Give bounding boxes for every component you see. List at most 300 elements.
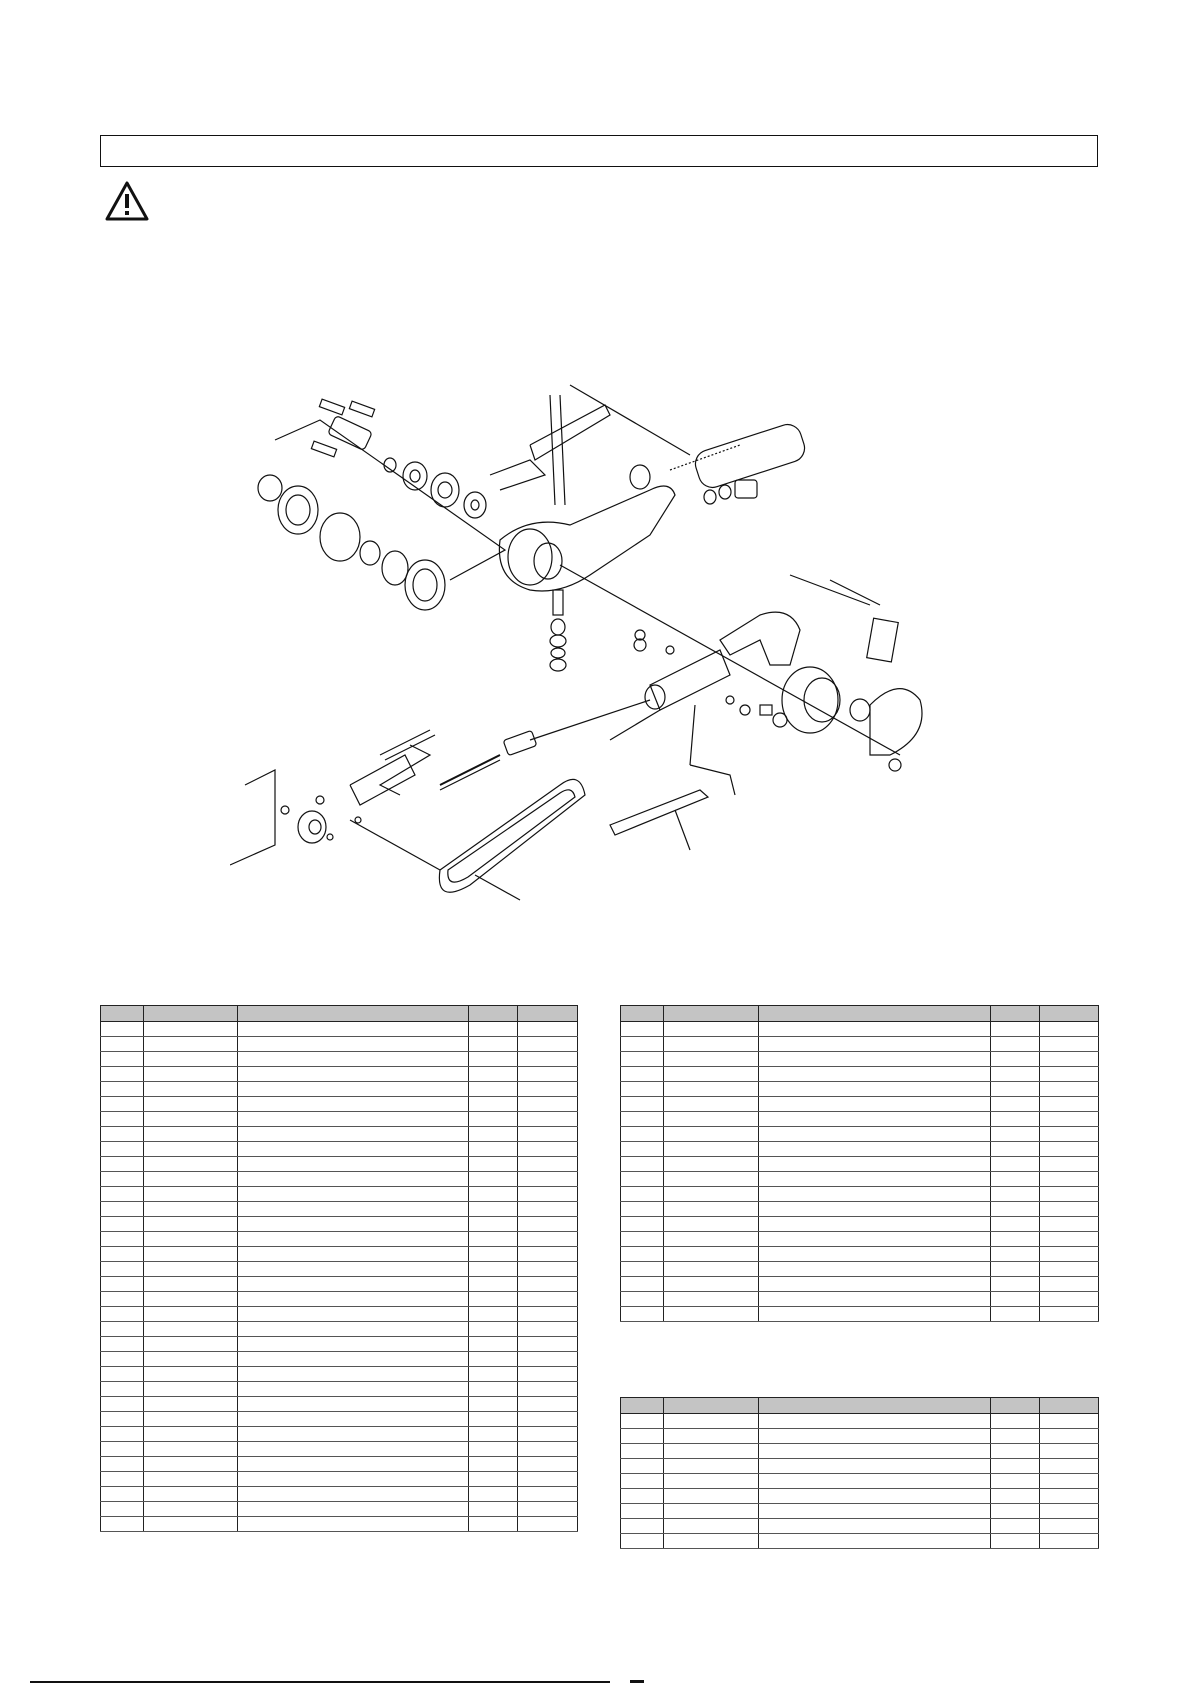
table-cell (144, 1292, 238, 1307)
table-cell (759, 1082, 991, 1097)
table-cell (991, 1172, 1040, 1187)
table-cell (759, 1307, 991, 1322)
col-header-description (759, 1006, 991, 1022)
table-cell (991, 1459, 1040, 1474)
table-cell (238, 1052, 469, 1067)
table-cell (518, 1247, 578, 1262)
bearing-3 (360, 541, 380, 565)
parts-table-right-top (620, 1005, 1099, 1322)
table-cell (101, 1232, 144, 1247)
table-cell (238, 1277, 469, 1292)
table-cell (469, 1427, 518, 1442)
table-cell (469, 1262, 518, 1277)
table-row (101, 1487, 578, 1502)
table-cell (101, 1412, 144, 1427)
table-cell (1040, 1202, 1099, 1217)
table-cell (664, 1172, 759, 1187)
table-cell (621, 1262, 664, 1277)
table-row (101, 1187, 578, 1202)
table-cell (621, 1202, 664, 1217)
table-row (621, 1534, 1099, 1549)
table-cell (144, 1112, 238, 1127)
table-cell (238, 1202, 469, 1217)
table-cell (1040, 1474, 1099, 1489)
table-cell (1040, 1489, 1099, 1504)
table-cell (238, 1247, 469, 1262)
table-row (101, 1127, 578, 1142)
table-row (101, 1502, 578, 1517)
table-cell (759, 1067, 991, 1082)
table-cell (518, 1082, 578, 1097)
table-cell (991, 1202, 1040, 1217)
table-cell (238, 1427, 469, 1442)
table-row (621, 1142, 1099, 1157)
table-cell (101, 1112, 144, 1127)
col-header-qty (469, 1006, 518, 1022)
table-cell (144, 1337, 238, 1352)
table-cell (238, 1127, 469, 1142)
table-cell (469, 1067, 518, 1082)
table-cell (101, 1082, 144, 1097)
table-cell (991, 1187, 1040, 1202)
table-cell (518, 1127, 578, 1142)
table-cell (759, 1157, 991, 1172)
table-cell (1040, 1217, 1099, 1232)
table-row (101, 1112, 578, 1127)
col-header-remarks (1040, 1398, 1099, 1414)
table-cell (664, 1142, 759, 1157)
table-cell (1040, 1534, 1099, 1549)
table-cell (144, 1502, 238, 1517)
table-cell (664, 1097, 759, 1112)
table-cell (238, 1232, 469, 1247)
table-cell (664, 1489, 759, 1504)
table-cell (518, 1412, 578, 1427)
table-cell (518, 1142, 578, 1157)
table-cell (101, 1307, 144, 1322)
table-cell (144, 1367, 238, 1382)
table-cell (469, 1382, 518, 1397)
col-header-description (238, 1006, 469, 1022)
table-cell (144, 1442, 238, 1457)
col-header-part-code (144, 1006, 238, 1022)
table-cell (101, 1142, 144, 1157)
table-cell (469, 1172, 518, 1187)
table-cell (144, 1082, 238, 1097)
table-cell (664, 1414, 759, 1429)
footer-mark (630, 1680, 644, 1683)
table-row (101, 1412, 578, 1427)
table-cell (759, 1444, 991, 1459)
table-cell (144, 1472, 238, 1487)
table-cell (759, 1127, 991, 1142)
table-row (101, 1037, 578, 1052)
table-cell (759, 1474, 991, 1489)
table-cell (101, 1247, 144, 1262)
table-cell (664, 1082, 759, 1097)
table-cell (518, 1322, 578, 1337)
col-header-qty (991, 1398, 1040, 1414)
table-cell (238, 1352, 469, 1367)
table-cell (144, 1187, 238, 1202)
table-cell (621, 1052, 664, 1067)
table-row (101, 1337, 578, 1352)
table-cell (621, 1172, 664, 1187)
table-cell (101, 1502, 144, 1517)
table-cell (469, 1052, 518, 1067)
parts-table-right-bottom (620, 1397, 1099, 1549)
end-plate (278, 486, 318, 534)
table-cell (469, 1502, 518, 1517)
table-cell (238, 1262, 469, 1277)
table-cell (621, 1067, 664, 1082)
table-row (621, 1022, 1099, 1037)
table-cell (469, 1082, 518, 1097)
table-cell (759, 1037, 991, 1052)
table-row (101, 1397, 578, 1412)
table-cell (144, 1247, 238, 1262)
throttle-lever (530, 405, 610, 460)
table-cell (664, 1474, 759, 1489)
table-row (101, 1052, 578, 1067)
table-row (621, 1262, 1099, 1277)
col-header-remarks (1040, 1006, 1099, 1022)
table-cell (101, 1517, 144, 1532)
table-cell (238, 1337, 469, 1352)
table-cell (101, 1472, 144, 1487)
table-cell (664, 1127, 759, 1142)
table-row (101, 1307, 578, 1322)
table-cell (518, 1352, 578, 1367)
table-cell (101, 1022, 144, 1037)
table-row (621, 1187, 1099, 1202)
table-cell (759, 1489, 991, 1504)
table-cell (144, 1262, 238, 1277)
table-row (621, 1414, 1099, 1429)
table-cell (469, 1142, 518, 1157)
table-cell (991, 1067, 1040, 1082)
table-cell (759, 1187, 991, 1202)
table-cell (664, 1112, 759, 1127)
table-cell (991, 1307, 1040, 1322)
table-cell (664, 1519, 759, 1534)
table-cell (759, 1504, 991, 1519)
table-cell (621, 1504, 664, 1519)
table-row (621, 1052, 1099, 1067)
table-cell (1040, 1187, 1099, 1202)
table-cell (518, 1487, 578, 1502)
table-cell (144, 1157, 238, 1172)
table-cell (469, 1352, 518, 1367)
table-cell (1040, 1232, 1099, 1247)
motor-group-bracket (275, 420, 505, 580)
table-cell (621, 1037, 664, 1052)
table-cell (759, 1142, 991, 1157)
table-row (621, 1277, 1099, 1292)
table-cell (1040, 1429, 1099, 1444)
sanding-belt (439, 779, 585, 892)
table-cell (144, 1277, 238, 1292)
footer-rule (30, 1681, 610, 1683)
table-cell (664, 1262, 759, 1277)
belt-guard (720, 612, 800, 665)
label-plate (867, 618, 899, 662)
table-cell (101, 1367, 144, 1382)
table-cell (991, 1429, 1040, 1444)
table-cell (759, 1232, 991, 1247)
table-cell (518, 1097, 578, 1112)
table-cell (469, 1097, 518, 1112)
contact-arm (350, 755, 415, 805)
table-row (101, 1262, 578, 1277)
table-cell (518, 1052, 578, 1067)
table-cell (238, 1397, 469, 1412)
col-header-no (101, 1006, 144, 1022)
table-cell (621, 1187, 664, 1202)
table-cell (991, 1519, 1040, 1534)
table-cell (1040, 1444, 1099, 1459)
table-cell (664, 1459, 759, 1474)
table-cell (101, 1217, 144, 1232)
table-cell (469, 1517, 518, 1532)
table-row (101, 1292, 578, 1307)
table-row (621, 1082, 1099, 1097)
table-cell (469, 1217, 518, 1232)
table-cell (1040, 1307, 1099, 1322)
table-cell (664, 1277, 759, 1292)
table-cell (1040, 1414, 1099, 1429)
table-cell (518, 1292, 578, 1307)
table-cell (238, 1457, 469, 1472)
table-cell (664, 1052, 759, 1067)
table-cell (759, 1277, 991, 1292)
table-cell (1040, 1127, 1099, 1142)
table-row (621, 1232, 1099, 1247)
table-cell (469, 1202, 518, 1217)
table-cell (991, 1414, 1040, 1429)
table-row (621, 1459, 1099, 1474)
plate (382, 551, 408, 585)
table-cell (469, 1022, 518, 1037)
table-cell (101, 1127, 144, 1142)
table-cell (238, 1037, 469, 1052)
table-cell (759, 1429, 991, 1444)
table-cell (101, 1292, 144, 1307)
table-cell (144, 1457, 238, 1472)
table-row (101, 1352, 578, 1367)
warning-triangle-icon (104, 180, 150, 222)
table-cell (991, 1277, 1040, 1292)
table-cell (1040, 1459, 1099, 1474)
cylinder-1 (431, 473, 459, 507)
table-cell (664, 1037, 759, 1052)
table-cell (469, 1292, 518, 1307)
table-cell (469, 1397, 518, 1412)
table-cell (518, 1277, 578, 1292)
table-cell (621, 1112, 664, 1127)
fitting (630, 465, 650, 489)
table-cell (238, 1067, 469, 1082)
table-cell (144, 1052, 238, 1067)
table-cell (1040, 1052, 1099, 1067)
table-cell (664, 1504, 759, 1519)
table-cell (621, 1082, 664, 1097)
table-cell (621, 1459, 664, 1474)
table-row (101, 1172, 578, 1187)
table-row (621, 1112, 1099, 1127)
table-cell (664, 1187, 759, 1202)
table-cell (991, 1127, 1040, 1142)
table-cell (518, 1022, 578, 1037)
table-cell (518, 1112, 578, 1127)
table-cell (238, 1367, 469, 1382)
table-cell (469, 1442, 518, 1457)
table-cell (144, 1397, 238, 1412)
table-row (621, 1067, 1099, 1082)
table-cell (1040, 1172, 1099, 1187)
table-row (101, 1142, 578, 1157)
table-cell (1040, 1519, 1099, 1534)
col-header-part-code (664, 1398, 759, 1414)
table-cell (469, 1247, 518, 1262)
table-cell (238, 1472, 469, 1487)
table-cell (518, 1502, 578, 1517)
drive-wheel (782, 667, 838, 733)
table-cell (759, 1112, 991, 1127)
table-cell (518, 1217, 578, 1232)
table-cell (759, 1172, 991, 1187)
table-row (101, 1082, 578, 1097)
table-cell (238, 1172, 469, 1187)
col-header-no (621, 1398, 664, 1414)
table-cell (518, 1397, 578, 1412)
table-cell (759, 1202, 991, 1217)
table-row (101, 1232, 578, 1247)
table-cell (238, 1412, 469, 1427)
table-row (621, 1474, 1099, 1489)
table-cell (621, 1489, 664, 1504)
table-cell (664, 1534, 759, 1549)
table-row (101, 1442, 578, 1457)
table-cell (101, 1157, 144, 1172)
table-cell (518, 1367, 578, 1382)
table-cell (469, 1232, 518, 1247)
table-cell (621, 1217, 664, 1232)
table-row (101, 1097, 578, 1112)
table-cell (621, 1022, 664, 1037)
table-cell (518, 1337, 578, 1352)
table-cell (518, 1427, 578, 1442)
table-cell (144, 1487, 238, 1502)
table-cell (1040, 1262, 1099, 1277)
table-cell (518, 1037, 578, 1052)
flat-plate (610, 790, 708, 835)
table-cell (991, 1097, 1040, 1112)
table-cell (101, 1337, 144, 1352)
table-cell (621, 1414, 664, 1429)
table-cell (238, 1502, 469, 1517)
col-header-qty (991, 1006, 1040, 1022)
table-cell (238, 1322, 469, 1337)
table-cell (759, 1052, 991, 1067)
table-cell (144, 1307, 238, 1322)
table-cell (1040, 1082, 1099, 1097)
table-cell (238, 1112, 469, 1127)
table-cell (991, 1292, 1040, 1307)
table-cell (664, 1157, 759, 1172)
table-cell (759, 1459, 991, 1474)
table-cell (238, 1217, 469, 1232)
table-cell (469, 1472, 518, 1487)
table-cell (621, 1142, 664, 1157)
exploded-view-diagram (230, 365, 950, 955)
table-cell (991, 1037, 1040, 1052)
bearing-2 (464, 492, 486, 518)
table-cell (101, 1427, 144, 1442)
table-cell (518, 1187, 578, 1202)
table-cell (238, 1487, 469, 1502)
table-cell (759, 1097, 991, 1112)
table-cell (101, 1262, 144, 1277)
table-cell (469, 1412, 518, 1427)
table-cell (1040, 1292, 1099, 1307)
table-cell (664, 1444, 759, 1459)
table-cell (238, 1082, 469, 1097)
table-cell (144, 1127, 238, 1142)
table-row (621, 1172, 1099, 1187)
table-cell (991, 1444, 1040, 1459)
table-row (621, 1429, 1099, 1444)
table-row (101, 1427, 578, 1442)
o-ring-small (258, 475, 282, 501)
table-cell (518, 1157, 578, 1172)
col-header-remarks (518, 1006, 578, 1022)
arm-body (650, 650, 730, 710)
table-cell (469, 1307, 518, 1322)
table-cell (664, 1292, 759, 1307)
table-cell (101, 1172, 144, 1187)
table-cell (238, 1157, 469, 1172)
table-row (621, 1292, 1099, 1307)
table-cell (518, 1202, 578, 1217)
table-cell (991, 1247, 1040, 1262)
table-cell (991, 1142, 1040, 1157)
table-cell (144, 1022, 238, 1037)
table-row (621, 1037, 1099, 1052)
table-cell (991, 1217, 1040, 1232)
table-cell (664, 1217, 759, 1232)
table-row (101, 1067, 578, 1082)
table-cell (1040, 1277, 1099, 1292)
table-cell (101, 1457, 144, 1472)
table-row (621, 1247, 1099, 1262)
table-cell (101, 1277, 144, 1292)
table-cell (664, 1247, 759, 1262)
table-cell (144, 1517, 238, 1532)
table-row (621, 1489, 1099, 1504)
table-cell (101, 1397, 144, 1412)
table-cell (469, 1487, 518, 1502)
table-cell (621, 1307, 664, 1322)
table-cell (144, 1172, 238, 1187)
table-cell (518, 1457, 578, 1472)
table-cell (101, 1052, 144, 1067)
table-cell (518, 1472, 578, 1487)
table-cell (518, 1517, 578, 1532)
cylinder-2 (405, 560, 445, 610)
table-row (101, 1277, 578, 1292)
table-cell (144, 1217, 238, 1232)
